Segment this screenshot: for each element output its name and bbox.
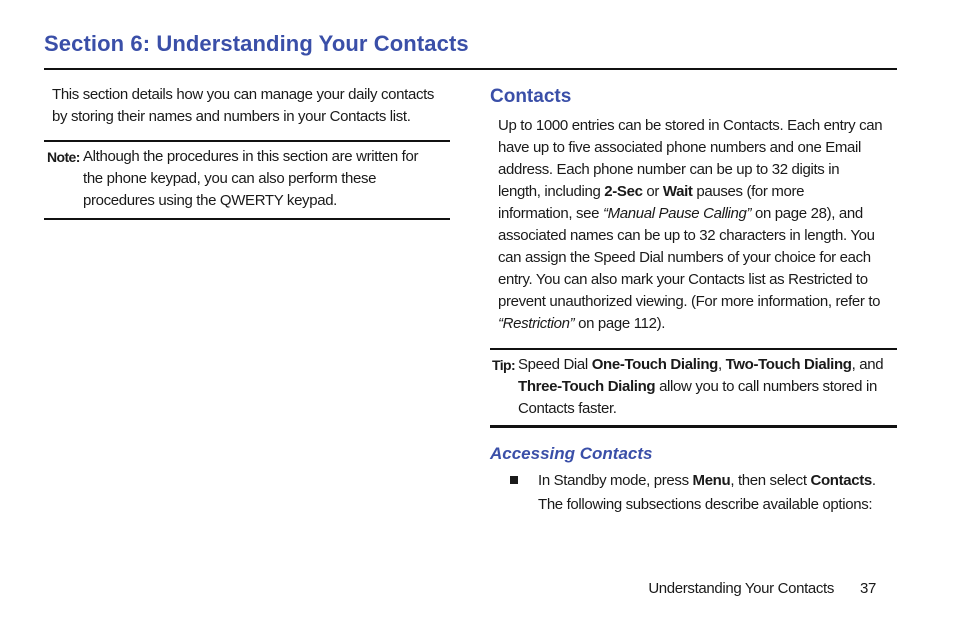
section-title: Section 6: Understanding Your Contacts: [44, 31, 469, 56]
text-run: ,: [717, 356, 726, 373]
title-rule: [44, 68, 897, 70]
accessing-contacts-heading: Accessing Contacts: [490, 444, 653, 463]
note-line: the phone keypad, you can also perform these: [83, 170, 377, 187]
paragraph-line: Up to 1000 entries can be stored in Contacts. Each entry can: [498, 117, 883, 134]
intro-paragraph: [52, 84, 452, 128]
text-run: , and: [851, 356, 884, 373]
note-bottom-rule: [44, 218, 450, 220]
paragraph-line: [498, 181, 898, 203]
text-run: .: [871, 472, 876, 489]
menu-term: Menu: [692, 472, 731, 489]
note-label: Note:: [47, 149, 80, 165]
paragraph-line: associated names can be up to 32 characters in length. You: [498, 227, 875, 244]
text-run: , then select: [730, 472, 811, 489]
two-sec-term: 2-Sec: [604, 183, 643, 200]
tip-text: [518, 354, 896, 420]
text-run: pauses (for more: [692, 183, 805, 200]
three-touch-term: Three-Touch Dialing: [518, 378, 656, 395]
paragraph-line: address. Each phone number can be up to 32 digits in: [498, 161, 840, 178]
text-run: on page 28), and: [751, 205, 863, 222]
footer-page-number: 37: [860, 580, 876, 597]
footer-chapter: Understanding Your Contacts: [648, 580, 834, 597]
paragraph-line: entry. You can also mark your Contacts list as Restricted to: [498, 271, 868, 288]
paragraph-line: can assign the Speed Dial numbers of your choice for each: [498, 249, 871, 266]
contacts-term: Contacts: [810, 472, 872, 489]
tip-line: Contacts faster.: [518, 400, 617, 417]
paragraph-line: prevent unauthorized viewing. (For more information, refer to: [498, 293, 881, 310]
text-run: on page 112).: [574, 315, 666, 332]
tip-bottom-rule: [490, 425, 897, 428]
square-bullet-icon: [510, 476, 518, 484]
paragraph-line: [498, 203, 898, 225]
tip-line: [518, 354, 896, 376]
text-run: In Standby mode, press: [538, 472, 693, 489]
note-top-rule: [44, 140, 450, 142]
manual-pause-link[interactable]: “Manual Pause Calling”: [602, 205, 752, 222]
note-line: procedures using the QWERTY keypad.: [83, 192, 338, 209]
text-run: or: [642, 183, 663, 200]
bullet-text: [538, 470, 898, 492]
wait-term: Wait: [662, 183, 693, 200]
intro-line: by storing their names and numbers in your Contacts list.: [52, 108, 411, 125]
tip-label: Tip:: [492, 357, 516, 373]
followup-text: The following subsections describe available options:: [538, 496, 873, 513]
paragraph-line: have up to five associated phone numbers and one Email: [498, 139, 862, 156]
text-run: Speed Dial: [518, 356, 592, 373]
note-text: [83, 146, 443, 212]
two-touch-term: Two-Touch Dialing: [725, 356, 852, 373]
text-run: length, including: [498, 183, 605, 200]
contacts-paragraph: [498, 115, 898, 335]
note-line: Although the procedures in this section are written for: [83, 148, 419, 165]
one-touch-term: One-Touch Dialing: [591, 356, 718, 373]
contacts-heading: Contacts: [490, 86, 572, 107]
page-footer: [648, 578, 876, 600]
text-run: allow you to call numbers stored in: [655, 378, 877, 395]
text-run: information, see: [498, 205, 603, 222]
tip-top-rule: [490, 348, 897, 350]
restriction-link[interactable]: “Restriction”: [498, 315, 575, 332]
intro-line: This section details how you can manage your daily contacts: [52, 86, 435, 103]
tip-line: [518, 376, 896, 398]
paragraph-line: [498, 313, 898, 335]
